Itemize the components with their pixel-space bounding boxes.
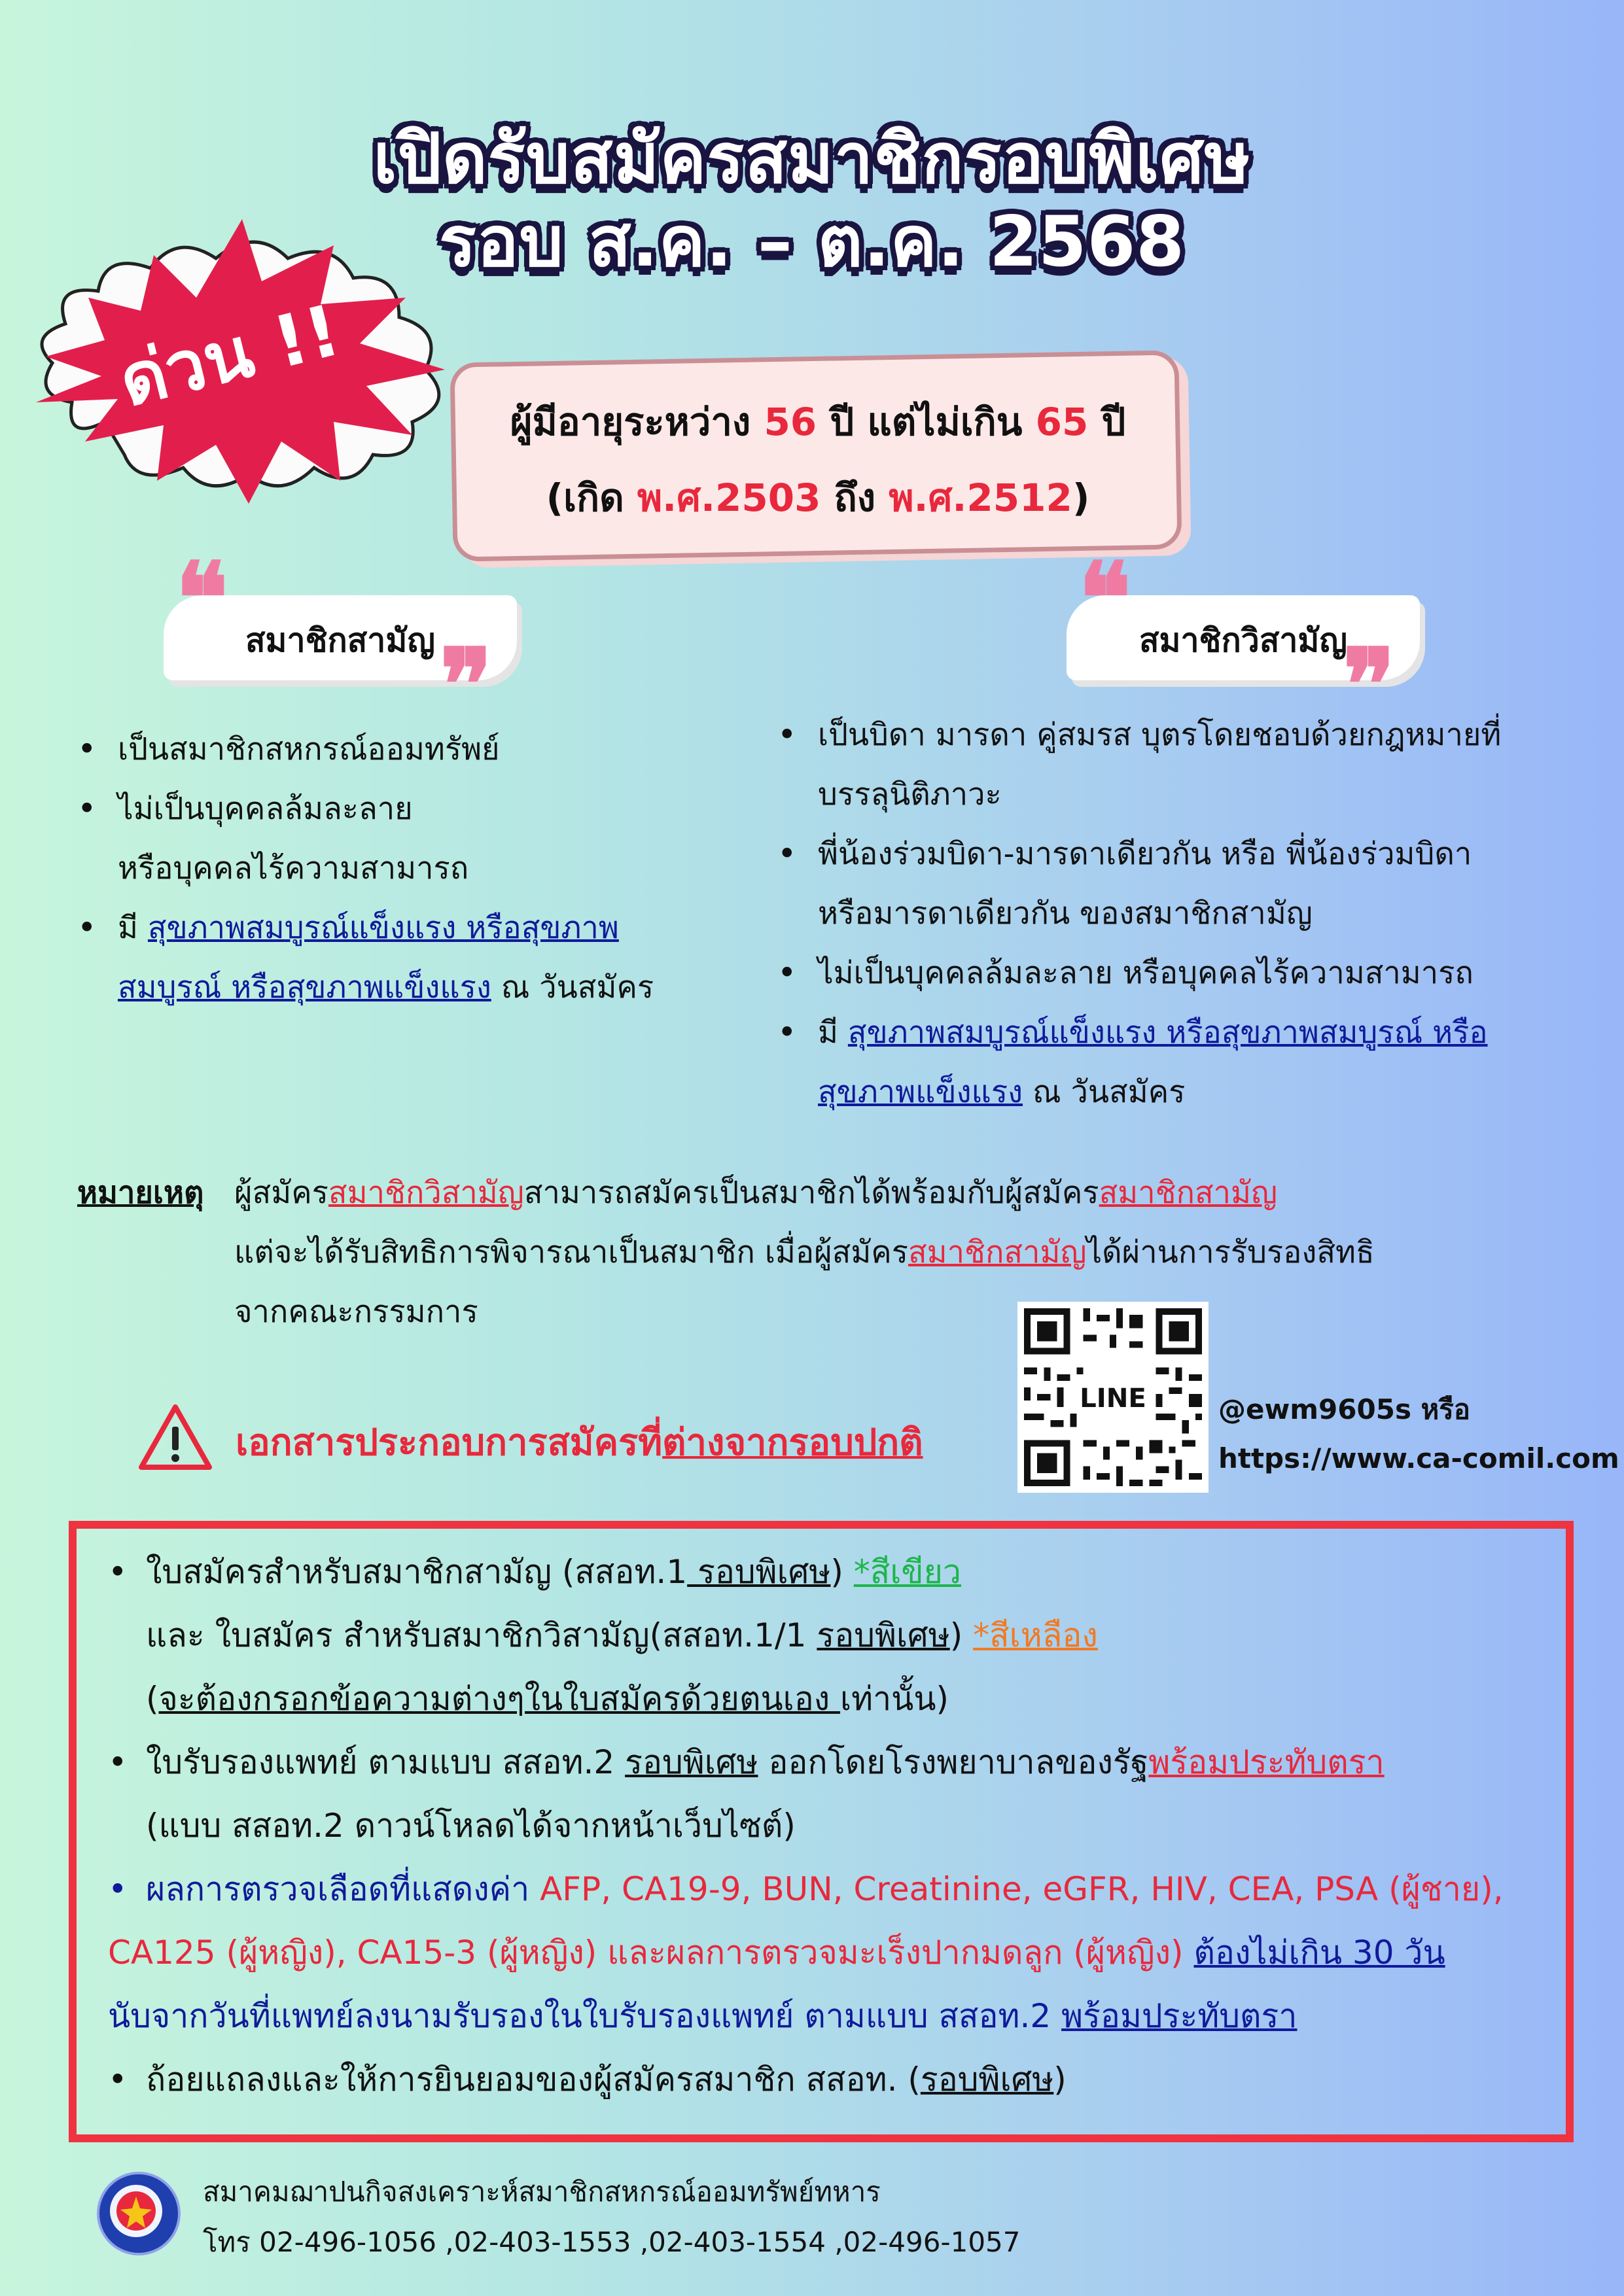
birth-year-from: พ.ศ.2503 xyxy=(637,476,821,520)
health-requirement-link: สุขภาพสมบูรณ์แข็งแรง หรือสุขภาพสมบูรณ์ หรือ xyxy=(847,1015,1488,1051)
age-max: 65 xyxy=(1035,400,1089,444)
doc-item-application-form: • ใบสมัครสำหรับสมาชิกสามัญ (สสอท.1 รอบพิเศษ) *สีเขียว xyxy=(108,1553,961,1591)
doc-item-medical-certificate: • ใบรับรองแพทย์ ตามแบบ สสอท.2 รอบพิเศษ ออกโดยโรงพยาบาลของรัฐพร้อมประทับตรา xyxy=(108,1743,1385,1781)
line-id-text: @ewm9605s หรือ xyxy=(1218,1393,1471,1425)
yellow-form-note: *สีเหลือง xyxy=(973,1616,1098,1654)
qr-line-label: LINE xyxy=(1080,1383,1146,1414)
close-quote-icon: ❞ xyxy=(1343,627,1396,742)
close-quote-icon: ❞ xyxy=(440,627,493,742)
birth-year-to: พ.ศ.2512 xyxy=(889,476,1072,520)
note-label: หมายเหตุ xyxy=(77,1175,204,1211)
website-link[interactable]: https://www.ca-comil.com xyxy=(1218,1442,1619,1474)
doc-item-fill-note: (จะต้องกรอกข้อความต่างๆในใบสมัครด้วยตนเอง เท่านั้น) xyxy=(146,1680,949,1718)
birth-year-text: (เกิด พ.ศ.2503 ถึง พ.ศ.2512) xyxy=(546,476,1090,520)
list-item: • ไม่เป็นบุคคลล้มละลาย หรือบุคคลไร้ความสามารถ xyxy=(77,779,764,898)
doc-item-associate-form: และ ใบสมัคร สำหรับสมาชิกวิสามัญ(สสอท.1/1 รอบพิเศษ) *สีเหลือง xyxy=(146,1616,1098,1654)
footer-phone: โทร 02-496-1056 ,02-403-1553 ,02-403-1554 ,02-496-1057 xyxy=(203,2226,1021,2258)
green-form-note: *สีเขียว xyxy=(853,1553,961,1591)
list-item: • เป็นบิดา มารดา คู่สมรส บุตรโดยชอบด้วยกฎหมายที่ บรรลุนิติภาวะ xyxy=(777,705,1595,824)
main-title-line1: เปิดรับสมัครสมาชิกรอบพิเศษ xyxy=(373,118,1251,199)
list-item: • ไม่เป็นบุคคลล้มละลาย หรือบุคคลไร้ความสามารถ xyxy=(777,943,1595,1003)
regular-member-heading: สมาชิกสามัญ xyxy=(245,621,435,659)
warning-icon xyxy=(137,1403,213,1472)
note-text: ผู้สมัครสมาชิกวิสามัญสามารถสมัครเป็นสมาชิกได้พร้อมกับผู้สมัครสมาชิกสามัญ แต่จะได้รับสิทธิการพิจารณาเป็นสมาชิก เมื่อผู้สมัครสมาชิกสามัญได้ผ่านการรับรองสิทธิ จากคณะกรรมการ xyxy=(234,1175,1375,1330)
age-criteria-box xyxy=(450,350,1182,561)
main-title-line2: รอบ ส.ค. – ต.ค. 2568 xyxy=(439,201,1185,282)
health-requirement-link: สุขภาพสมบูรณ์แข็งแรง หรือสุขภาพ xyxy=(147,910,619,946)
age-range-text: ผู้มีอายุระหว่าง 56 ปี แต่ไม่เกิน 65 ปี xyxy=(510,400,1126,444)
doc-item-blood-test-cont: CA125 (ผู้หญิง), CA15-3 (ผู้หญิง) และผลการตรวจมะเร็งปากมดลูก (ผู้หญิง) ต้องไม่เกิน 30 วัน xyxy=(108,1934,1445,1972)
regular-member-criteria xyxy=(77,720,764,1017)
association-logo xyxy=(97,2172,181,2255)
line-qr-code[interactable] xyxy=(1017,1302,1209,1493)
documents-warning: เอกสารประกอบการสมัครที่ต่างจากรอบปกติ xyxy=(236,1421,923,1464)
urgent-label: ด่วน !! xyxy=(111,289,348,423)
list-item: • เป็นสมาชิกสหกรณ์ออมทรัพย์ xyxy=(77,720,764,779)
open-quote-icon: ❝ xyxy=(175,541,228,656)
doc-item-blood-test-cont2: นับจากวันที่แพทย์ลงนามรับรองในใบรับรองแพทย์ ตามแบบ สสอท.2 พร้อมประทับตรา xyxy=(108,1997,1297,2035)
urgent-burst-graphic xyxy=(26,206,465,513)
associate-member-criteria xyxy=(777,705,1595,1122)
footer-organization: สมาคมฌาปนกิจสงเคราะห์สมาชิกสหกรณ์ออมทรัพย์ทหาร xyxy=(203,2176,881,2208)
open-quote-icon: ❝ xyxy=(1078,541,1131,656)
list-item: • พี่น้องร่วมบิดา-มารดาเดียวกัน หรือ พี่น้องร่วมบิดา หรือมารดาเดียวกัน ของสมาชิกสามัญ xyxy=(777,824,1595,943)
list-item: • มี สุขภาพสมบูรณ์แข็งแรง หรือสุขภาพ สมบูรณ์ หรือสุขภาพแข็งแรง ณ วันสมัคร xyxy=(77,898,764,1017)
doc-item-consent-statement: • ถ้อยแถลงและให้การยินยอมของผู้สมัครสมาชิก สสอท. (รอบพิเศษ) xyxy=(108,2061,1067,2098)
doc-item-blood-test: • ผลการตรวจเลือดที่แสดงค่า AFP, CA19-9, BUN, Creatinine, eGFR, HIV, CEA, PSA (ผู้ชาย), xyxy=(108,1870,1504,1908)
doc-item-download-note: (แบบ สสอท.2 ดาวน์โหลดได้จากหน้าเว็บไซต์) xyxy=(146,1807,796,1845)
list-item: • มี สุขภาพสมบูรณ์แข็งแรง หรือสุขภาพสมบูรณ์ หรือ สุขภาพแข็งแรง ณ วันสมัคร xyxy=(777,1003,1595,1122)
age-min: 56 xyxy=(764,400,817,444)
associate-member-heading: สมาชิกวิสามัญ xyxy=(1139,621,1347,659)
